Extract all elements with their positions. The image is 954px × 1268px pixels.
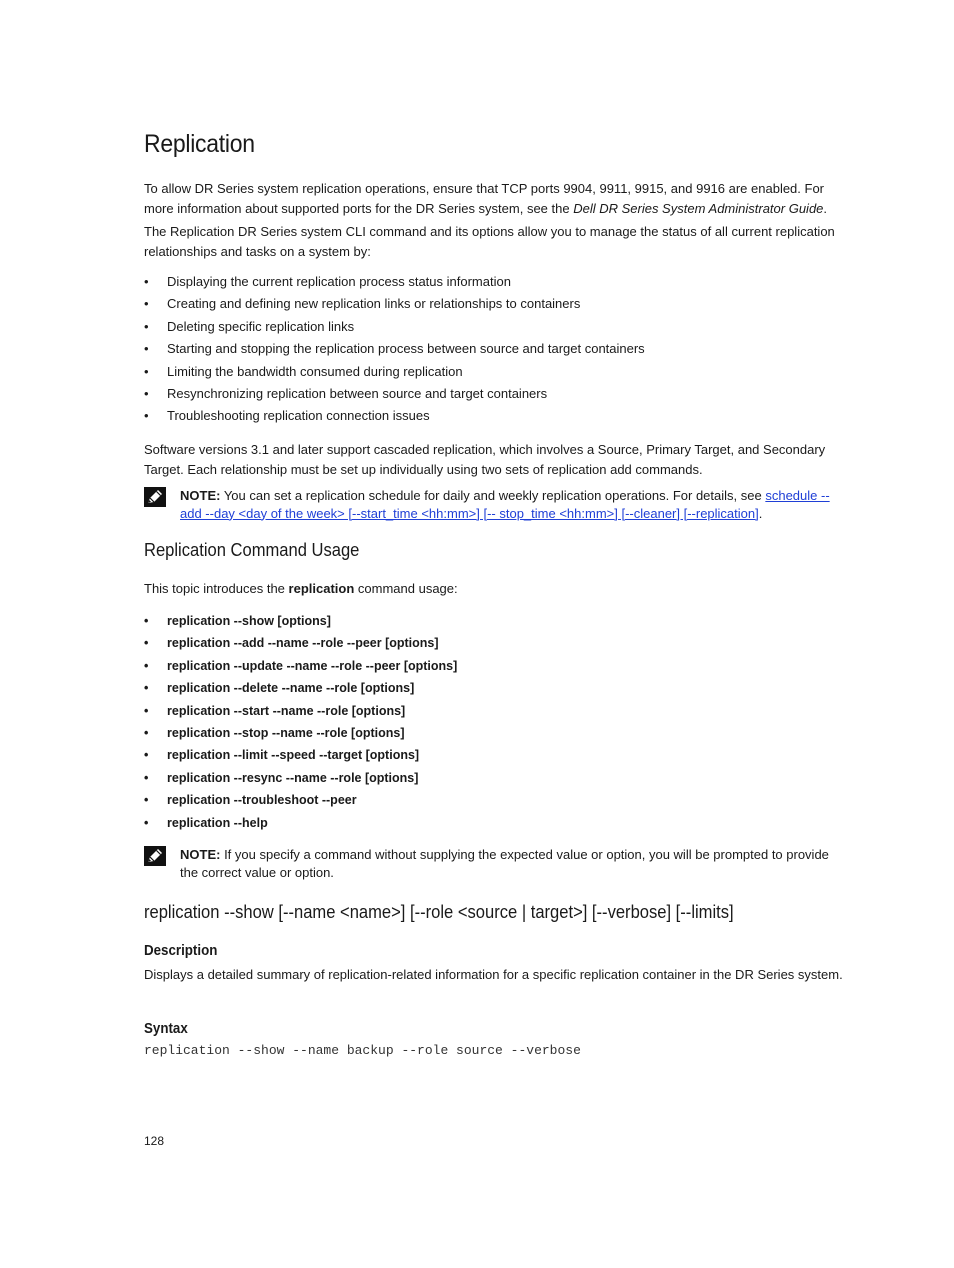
pencil-icon <box>144 487 166 507</box>
list-item: • replication --start --name --role [options] <box>144 703 406 718</box>
page-title: Replication <box>144 130 255 158</box>
pencil-icon <box>144 846 166 866</box>
description-heading: Description <box>144 943 218 959</box>
usage-intro: This topic introduces the replication command usage: <box>144 581 458 596</box>
admin-guide-reference: Dell DR Series System Administrator Guide <box>573 200 824 216</box>
schedule-command-link[interactable]: schedule --add --day <day of the week> [--start_time <hh:mm>] [-- stop_time <hh:mm>] [--cleaner] [--replication] <box>180 488 830 521</box>
description-text: Displays a detailed summary of replication-related information for a specific replication container in the DR Series system. <box>144 967 843 982</box>
list-item: • replication --show [options] <box>144 614 331 628</box>
list-item: • Displaying the current replication process status information <box>144 274 511 289</box>
list-item: • replication --resync --name --role [options] <box>144 770 419 785</box>
list-item: • replication --add --name --role --peer [options] <box>144 636 439 651</box>
commands-list <box>144 610 457 834</box>
list-item: • replication --stop --name --role [options] <box>144 725 405 740</box>
syntax-code: replication --show --name backup --role source --verbose <box>144 1043 581 1058</box>
page-number: 128 <box>144 1134 165 1148</box>
tasks-list <box>144 271 645 428</box>
syntax-heading: Syntax <box>144 1021 188 1037</box>
note-missing-value: NOTE: If you specify a command without supplying the expected value or option, you will be prompted to provide the correct value or option. <box>144 846 844 881</box>
cascade-paragraph: Software versions 3.1 and later support cascaded replication, which involves a Source, Primary Target, and Secondary Target. Each relationship must be set up individually using two sets of replication add commands. <box>144 442 826 477</box>
list-item: • Creating and defining new replication links or relationships to containers <box>144 296 581 312</box>
list-item: • replication --troubleshoot --peer <box>144 793 357 808</box>
intro-paragraph-ports: To allow DR Series system replication operations, ensure that TCP ports 9904, 9911, 9915, and 9916 are enabled. For more information about supported ports for the DR Series system, see the Dell DR Series System Administrator Guide. <box>144 181 828 216</box>
list-item: • Deleting specific replication links <box>144 318 355 334</box>
list-item: • Resynchronizing replication between source and target containers <box>144 385 548 401</box>
list-item: • replication --update --name --role --peer [options] <box>144 658 458 673</box>
usage-heading: Replication Command Usage <box>144 540 360 560</box>
list-item: • replication --help <box>144 815 268 830</box>
list-item: • Troubleshooting replication connection issues <box>144 408 430 424</box>
list-item: • replication --limit --speed --target [options] <box>144 748 420 763</box>
list-item: • Limiting the bandwidth consumed during replication <box>144 363 463 379</box>
intro-paragraph-tasks: The Replication DR Series system CLI command and its options allow you to manage the status of all current replication relationships and tasks on a system by: <box>144 224 835 259</box>
list-item: • Starting and stopping the replication process between source and target containers <box>144 341 645 357</box>
list-item: • replication --delete --name --role [options] <box>144 681 415 696</box>
note-schedule: NOTE: You can set a replication schedule for daily and weekly replication operations. For details, see schedule --add --day <day of the week> [--start_time <hh:mm>] [-- stop_time <hh:mm>] [--cleaner] [--replication]. <box>144 487 844 522</box>
show-command-heading: replication --show [--name <name>] [--role <source | target>] [--verbose] [--limits] <box>144 902 734 922</box>
